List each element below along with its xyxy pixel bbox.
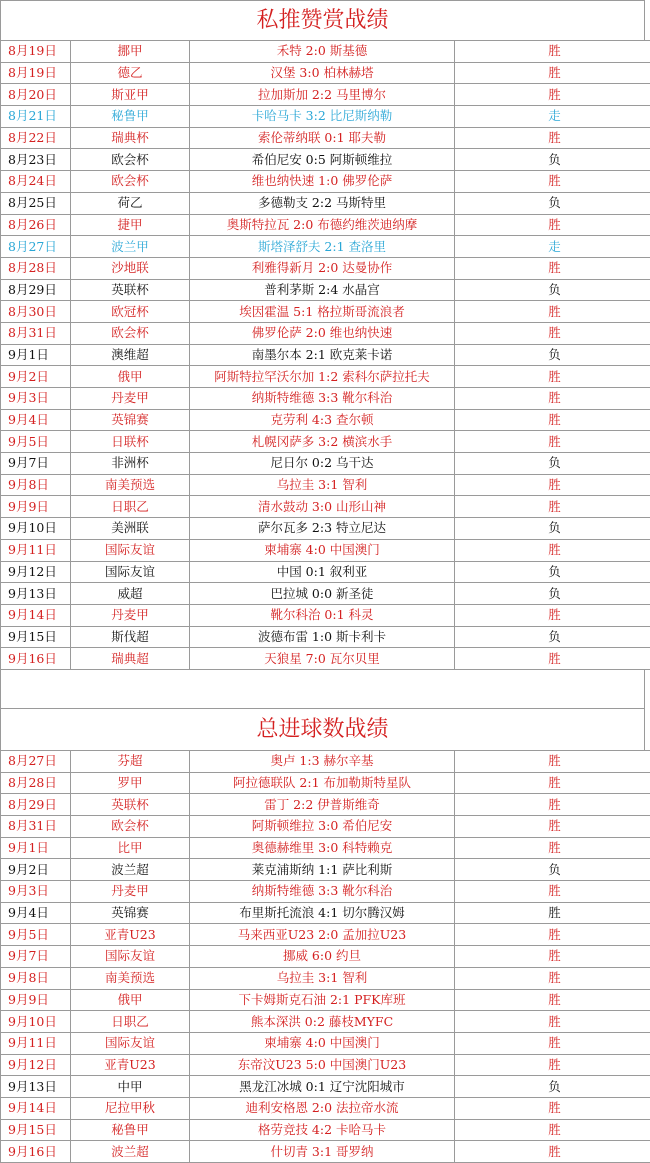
match-cell: 靴尔科治 0:1 科灵 bbox=[190, 604, 455, 626]
result-cell: 胜 bbox=[455, 171, 650, 193]
league-cell: 瑞典超 bbox=[71, 648, 190, 670]
table-row bbox=[1, 794, 650, 816]
date-cell: 8月28日 bbox=[1, 257, 71, 279]
table-row bbox=[1, 366, 650, 388]
result-cell: 胜 bbox=[455, 1054, 650, 1076]
league-cell: 日职乙 bbox=[71, 496, 190, 518]
table-row bbox=[1, 539, 650, 561]
result-cell: 胜 bbox=[455, 1119, 650, 1141]
match-cell: 迪利安格恩 2:0 法拉帝水流 bbox=[190, 1097, 455, 1119]
table-row bbox=[1, 106, 650, 128]
result-cell: 胜 bbox=[455, 257, 650, 279]
table-row bbox=[1, 127, 650, 149]
table-row bbox=[1, 648, 650, 670]
table-row bbox=[1, 322, 650, 344]
league-cell: 欧会杯 bbox=[71, 816, 190, 838]
league-cell: 中甲 bbox=[71, 1076, 190, 1098]
match-cell: 挪威 6:0 约旦 bbox=[190, 946, 455, 968]
table-row bbox=[1, 62, 650, 84]
result-cell: 胜 bbox=[455, 431, 650, 453]
date-cell: 9月5日 bbox=[1, 431, 71, 453]
match-cell: 尼日尔 0:2 乌干达 bbox=[190, 453, 455, 475]
result-cell: 胜 bbox=[455, 648, 650, 670]
league-cell: 罗甲 bbox=[71, 772, 190, 794]
league-cell: 比甲 bbox=[71, 837, 190, 859]
match-cell: 下卡姆斯克石油 2:1 PFK库班 bbox=[190, 989, 455, 1011]
table-row bbox=[1, 989, 650, 1011]
result-cell: 胜 bbox=[455, 41, 650, 63]
match-cell: 斯塔泽舒夫 2:1 查洛里 bbox=[190, 236, 455, 258]
result-cell: 胜 bbox=[455, 604, 650, 626]
date-cell: 9月7日 bbox=[1, 946, 71, 968]
match-cell: 禾特 2:0 斯基德 bbox=[190, 41, 455, 63]
date-cell: 8月26日 bbox=[1, 214, 71, 236]
result-cell: 负 bbox=[455, 1076, 650, 1098]
league-cell: 秘鲁甲 bbox=[71, 106, 190, 128]
table-row bbox=[1, 236, 650, 258]
match-cell: 柬埔寨 4:0 中国澳门 bbox=[190, 539, 455, 561]
match-cell: 多德勒支 2:2 马斯特里 bbox=[190, 192, 455, 214]
result-cell: 胜 bbox=[455, 214, 650, 236]
date-cell: 9月15日 bbox=[1, 626, 71, 648]
league-cell: 丹麦甲 bbox=[71, 388, 190, 410]
date-cell: 9月7日 bbox=[1, 453, 71, 475]
date-cell: 8月31日 bbox=[1, 322, 71, 344]
date-cell: 8月25日 bbox=[1, 192, 71, 214]
match-cell: 萨尔瓦多 2:3 特立尼达 bbox=[190, 518, 455, 540]
table-row bbox=[1, 171, 650, 193]
table-row bbox=[1, 41, 650, 63]
table-row bbox=[1, 388, 650, 410]
private-picks-table bbox=[0, 40, 650, 670]
match-cell: 黑龙江冰城 0:1 辽宁沈阳城市 bbox=[190, 1076, 455, 1098]
table-row bbox=[1, 301, 650, 323]
result-cell: 胜 bbox=[455, 902, 650, 924]
date-cell: 9月3日 bbox=[1, 881, 71, 903]
date-cell: 9月12日 bbox=[1, 561, 71, 583]
date-cell: 9月4日 bbox=[1, 902, 71, 924]
result-cell: 负 bbox=[455, 561, 650, 583]
total-goals-rows bbox=[1, 750, 650, 1162]
match-cell: 奥德赫维里 3:0 科特赖克 bbox=[190, 837, 455, 859]
result-cell: 胜 bbox=[455, 366, 650, 388]
league-cell: 瑞典杯 bbox=[71, 127, 190, 149]
table-row bbox=[1, 257, 650, 279]
date-cell: 8月30日 bbox=[1, 301, 71, 323]
league-cell: 俄甲 bbox=[71, 366, 190, 388]
table-row bbox=[1, 750, 650, 772]
result-cell: 负 bbox=[455, 626, 650, 648]
section-title-total-goals: 总进球数战绩 bbox=[0, 708, 645, 750]
league-cell: 英联杯 bbox=[71, 794, 190, 816]
match-cell: 佛罗伦萨 2:0 维也纳快速 bbox=[190, 322, 455, 344]
table-row bbox=[1, 279, 650, 301]
league-cell: 尼拉甲秋 bbox=[71, 1097, 190, 1119]
league-cell: 荷乙 bbox=[71, 192, 190, 214]
table-row bbox=[1, 626, 650, 648]
league-cell: 国际友谊 bbox=[71, 1032, 190, 1054]
table-row bbox=[1, 772, 650, 794]
result-cell: 负 bbox=[455, 583, 650, 605]
result-cell: 负 bbox=[455, 279, 650, 301]
result-cell: 胜 bbox=[455, 409, 650, 431]
date-cell: 9月16日 bbox=[1, 648, 71, 670]
league-cell: 捷甲 bbox=[71, 214, 190, 236]
match-cell: 柬埔寨 4:0 中国澳门 bbox=[190, 1032, 455, 1054]
table-row bbox=[1, 881, 650, 903]
table-row bbox=[1, 1032, 650, 1054]
league-cell: 国际友谊 bbox=[71, 561, 190, 583]
section-gap bbox=[0, 670, 645, 708]
date-cell: 9月9日 bbox=[1, 989, 71, 1011]
match-cell: 清水鼓动 3:0 山形山神 bbox=[190, 496, 455, 518]
section-title-private-picks: 私推赞赏战绩 bbox=[0, 0, 645, 40]
league-cell: 丹麦甲 bbox=[71, 881, 190, 903]
league-cell: 芬超 bbox=[71, 750, 190, 772]
league-cell: 日职乙 bbox=[71, 1011, 190, 1033]
date-cell: 9月8日 bbox=[1, 474, 71, 496]
result-cell: 胜 bbox=[455, 924, 650, 946]
result-cell: 胜 bbox=[455, 1141, 650, 1163]
match-cell: 克劳利 4:3 查尔顿 bbox=[190, 409, 455, 431]
table-row bbox=[1, 496, 650, 518]
result-cell: 负 bbox=[455, 453, 650, 475]
date-cell: 9月10日 bbox=[1, 518, 71, 540]
table-row bbox=[1, 192, 650, 214]
result-cell: 胜 bbox=[455, 62, 650, 84]
result-cell: 负 bbox=[455, 344, 650, 366]
match-cell: 莱克浦斯纳 1:1 萨比利斯 bbox=[190, 859, 455, 881]
table-row bbox=[1, 409, 650, 431]
match-cell: 利雅得新月 2:0 达曼协作 bbox=[190, 257, 455, 279]
match-cell: 熊本深洪 0:2 藤枝MYFC bbox=[190, 1011, 455, 1033]
match-cell: 马来西亚U23 2:0 孟加拉U23 bbox=[190, 924, 455, 946]
result-cell: 胜 bbox=[455, 496, 650, 518]
league-cell: 波兰超 bbox=[71, 1141, 190, 1163]
league-cell: 斯伐超 bbox=[71, 626, 190, 648]
match-cell: 格劳竞技 4:2 卡哈马卡 bbox=[190, 1119, 455, 1141]
result-cell: 胜 bbox=[455, 474, 650, 496]
table-row bbox=[1, 924, 650, 946]
date-cell: 9月11日 bbox=[1, 539, 71, 561]
match-cell: 巴拉城 0:0 新圣徒 bbox=[190, 583, 455, 605]
league-cell: 英锦赛 bbox=[71, 409, 190, 431]
league-cell: 英联杯 bbox=[71, 279, 190, 301]
match-cell: 雷丁 2:2 伊普斯维奇 bbox=[190, 794, 455, 816]
date-cell: 8月28日 bbox=[1, 772, 71, 794]
date-cell: 9月1日 bbox=[1, 837, 71, 859]
result-cell: 负 bbox=[455, 149, 650, 171]
result-cell: 走 bbox=[455, 106, 650, 128]
date-cell: 8月24日 bbox=[1, 171, 71, 193]
table-row bbox=[1, 431, 650, 453]
table-row bbox=[1, 1011, 650, 1033]
league-cell: 俄甲 bbox=[71, 989, 190, 1011]
date-cell: 8月23日 bbox=[1, 149, 71, 171]
result-cell: 胜 bbox=[455, 772, 650, 794]
table-row bbox=[1, 1141, 650, 1163]
table-row bbox=[1, 902, 650, 924]
result-cell: 胜 bbox=[455, 750, 650, 772]
match-cell: 埃因霍温 5:1 格拉斯哥流浪者 bbox=[190, 301, 455, 323]
table-row bbox=[1, 859, 650, 881]
match-cell: 卡哈马卡 3:2 比尼斯纳勒 bbox=[190, 106, 455, 128]
date-cell: 9月5日 bbox=[1, 924, 71, 946]
table-row bbox=[1, 816, 650, 838]
table-row bbox=[1, 604, 650, 626]
table-row bbox=[1, 344, 650, 366]
date-cell: 8月20日 bbox=[1, 84, 71, 106]
result-cell: 负 bbox=[455, 192, 650, 214]
match-cell: 索伦蒂纳联 0:1 耶夫勒 bbox=[190, 127, 455, 149]
match-cell: 波德布雷 1:0 斯卡利卡 bbox=[190, 626, 455, 648]
result-cell: 走 bbox=[455, 236, 650, 258]
league-cell: 挪甲 bbox=[71, 41, 190, 63]
result-cell: 胜 bbox=[455, 84, 650, 106]
date-cell: 9月9日 bbox=[1, 496, 71, 518]
result-cell: 胜 bbox=[455, 301, 650, 323]
league-cell: 亚青U23 bbox=[71, 1054, 190, 1076]
date-cell: 9月2日 bbox=[1, 859, 71, 881]
date-cell: 9月11日 bbox=[1, 1032, 71, 1054]
result-cell: 胜 bbox=[455, 881, 650, 903]
result-cell: 胜 bbox=[455, 794, 650, 816]
table-row bbox=[1, 583, 650, 605]
league-cell: 秘鲁甲 bbox=[71, 1119, 190, 1141]
match-cell: 拉加斯加 2:2 马里博尔 bbox=[190, 84, 455, 106]
match-cell: 奥卢 1:3 赫尔辛基 bbox=[190, 750, 455, 772]
table-row bbox=[1, 946, 650, 968]
result-cell: 负 bbox=[455, 859, 650, 881]
date-cell: 9月13日 bbox=[1, 1076, 71, 1098]
date-cell: 9月1日 bbox=[1, 344, 71, 366]
date-cell: 8月31日 bbox=[1, 816, 71, 838]
league-cell: 斯亚甲 bbox=[71, 84, 190, 106]
result-cell: 胜 bbox=[455, 1032, 650, 1054]
match-cell: 普利茅斯 2:4 水晶宫 bbox=[190, 279, 455, 301]
league-cell: 德乙 bbox=[71, 62, 190, 84]
date-cell: 9月13日 bbox=[1, 583, 71, 605]
result-cell: 胜 bbox=[455, 388, 650, 410]
date-cell: 9月8日 bbox=[1, 967, 71, 989]
match-cell: 纳斯特维德 3:3 靴尔科治 bbox=[190, 881, 455, 903]
match-cell: 汉堡 3:0 柏林赫塔 bbox=[190, 62, 455, 84]
league-cell: 丹麦甲 bbox=[71, 604, 190, 626]
date-cell: 8月21日 bbox=[1, 106, 71, 128]
league-cell: 欧会杯 bbox=[71, 322, 190, 344]
date-cell: 8月29日 bbox=[1, 794, 71, 816]
match-cell: 天狼星 7:0 瓦尔贝里 bbox=[190, 648, 455, 670]
table-row bbox=[1, 837, 650, 859]
private-picks-rows bbox=[1, 41, 650, 670]
result-cell: 胜 bbox=[455, 1097, 650, 1119]
date-cell: 9月16日 bbox=[1, 1141, 71, 1163]
match-cell: 维也纳快速 1:0 佛罗伦萨 bbox=[190, 171, 455, 193]
table-row bbox=[1, 1097, 650, 1119]
date-cell: 9月12日 bbox=[1, 1054, 71, 1076]
league-cell: 波兰超 bbox=[71, 859, 190, 881]
league-cell: 威超 bbox=[71, 583, 190, 605]
date-cell: 9月2日 bbox=[1, 366, 71, 388]
table-row bbox=[1, 214, 650, 236]
result-cell: 胜 bbox=[455, 946, 650, 968]
league-cell: 南美预选 bbox=[71, 474, 190, 496]
table-row bbox=[1, 518, 650, 540]
table-row bbox=[1, 474, 650, 496]
match-cell: 阿斯顿维拉 3:0 希伯尼安 bbox=[190, 816, 455, 838]
league-cell: 日联杯 bbox=[71, 431, 190, 453]
league-cell: 澳维超 bbox=[71, 344, 190, 366]
result-cell: 胜 bbox=[455, 816, 650, 838]
league-cell: 国际友谊 bbox=[71, 946, 190, 968]
league-cell: 国际友谊 bbox=[71, 539, 190, 561]
league-cell: 欧会杯 bbox=[71, 171, 190, 193]
table-row bbox=[1, 453, 650, 475]
match-cell: 乌拉圭 3:1 智利 bbox=[190, 967, 455, 989]
date-cell: 8月19日 bbox=[1, 62, 71, 84]
league-cell: 亚青U23 bbox=[71, 924, 190, 946]
date-cell: 9月3日 bbox=[1, 388, 71, 410]
match-cell: 纳斯特维德 3:3 靴尔科治 bbox=[190, 388, 455, 410]
date-cell: 8月27日 bbox=[1, 236, 71, 258]
result-cell: 胜 bbox=[455, 127, 650, 149]
league-cell: 美洲联 bbox=[71, 518, 190, 540]
result-cell: 胜 bbox=[455, 539, 650, 561]
date-cell: 9月14日 bbox=[1, 1097, 71, 1119]
date-cell: 8月29日 bbox=[1, 279, 71, 301]
match-cell: 什切青 3:1 哥罗纳 bbox=[190, 1141, 455, 1163]
date-cell: 8月27日 bbox=[1, 750, 71, 772]
result-cell: 胜 bbox=[455, 837, 650, 859]
date-cell: 9月15日 bbox=[1, 1119, 71, 1141]
match-cell: 乌拉圭 3:1 智利 bbox=[190, 474, 455, 496]
match-cell: 中国 0:1 叙利亚 bbox=[190, 561, 455, 583]
match-cell: 东帝汶U23 5:0 中国澳门U23 bbox=[190, 1054, 455, 1076]
result-cell: 胜 bbox=[455, 967, 650, 989]
result-cell: 胜 bbox=[455, 989, 650, 1011]
match-cell: 阿拉德联队 2:1 布加勒斯特星队 bbox=[190, 772, 455, 794]
match-cell: 奥斯特拉瓦 2:0 布德约维茨迪纳摩 bbox=[190, 214, 455, 236]
table-row bbox=[1, 1076, 650, 1098]
league-cell: 欧会杯 bbox=[71, 149, 190, 171]
match-cell: 南墨尔本 2:1 欧克莱卡诺 bbox=[190, 344, 455, 366]
date-cell: 8月22日 bbox=[1, 127, 71, 149]
date-cell: 9月10日 bbox=[1, 1011, 71, 1033]
table-row bbox=[1, 1119, 650, 1141]
league-cell: 英锦赛 bbox=[71, 902, 190, 924]
match-cell: 希伯尼安 0:5 阿斯顿维拉 bbox=[190, 149, 455, 171]
league-cell: 欧冠杯 bbox=[71, 301, 190, 323]
result-cell: 胜 bbox=[455, 1011, 650, 1033]
match-cell: 札幌冈萨多 3:2 横滨水手 bbox=[190, 431, 455, 453]
table-row bbox=[1, 1054, 650, 1076]
table-row bbox=[1, 561, 650, 583]
result-cell: 负 bbox=[455, 518, 650, 540]
league-cell: 非洲杯 bbox=[71, 453, 190, 475]
table-row bbox=[1, 149, 650, 171]
league-cell: 波兰甲 bbox=[71, 236, 190, 258]
match-cell: 阿斯特拉罕沃尔加 1:2 索科尔萨拉托夫 bbox=[190, 366, 455, 388]
table-row bbox=[1, 967, 650, 989]
league-cell: 南美预选 bbox=[71, 967, 190, 989]
date-cell: 9月14日 bbox=[1, 604, 71, 626]
league-cell: 沙地联 bbox=[71, 257, 190, 279]
table-row bbox=[1, 84, 650, 106]
total-goals-table bbox=[0, 750, 650, 1163]
match-cell: 布里斯托流浪 4:1 切尔腾汉姆 bbox=[190, 902, 455, 924]
result-cell: 胜 bbox=[455, 322, 650, 344]
date-cell: 9月4日 bbox=[1, 409, 71, 431]
date-cell: 8月19日 bbox=[1, 41, 71, 63]
